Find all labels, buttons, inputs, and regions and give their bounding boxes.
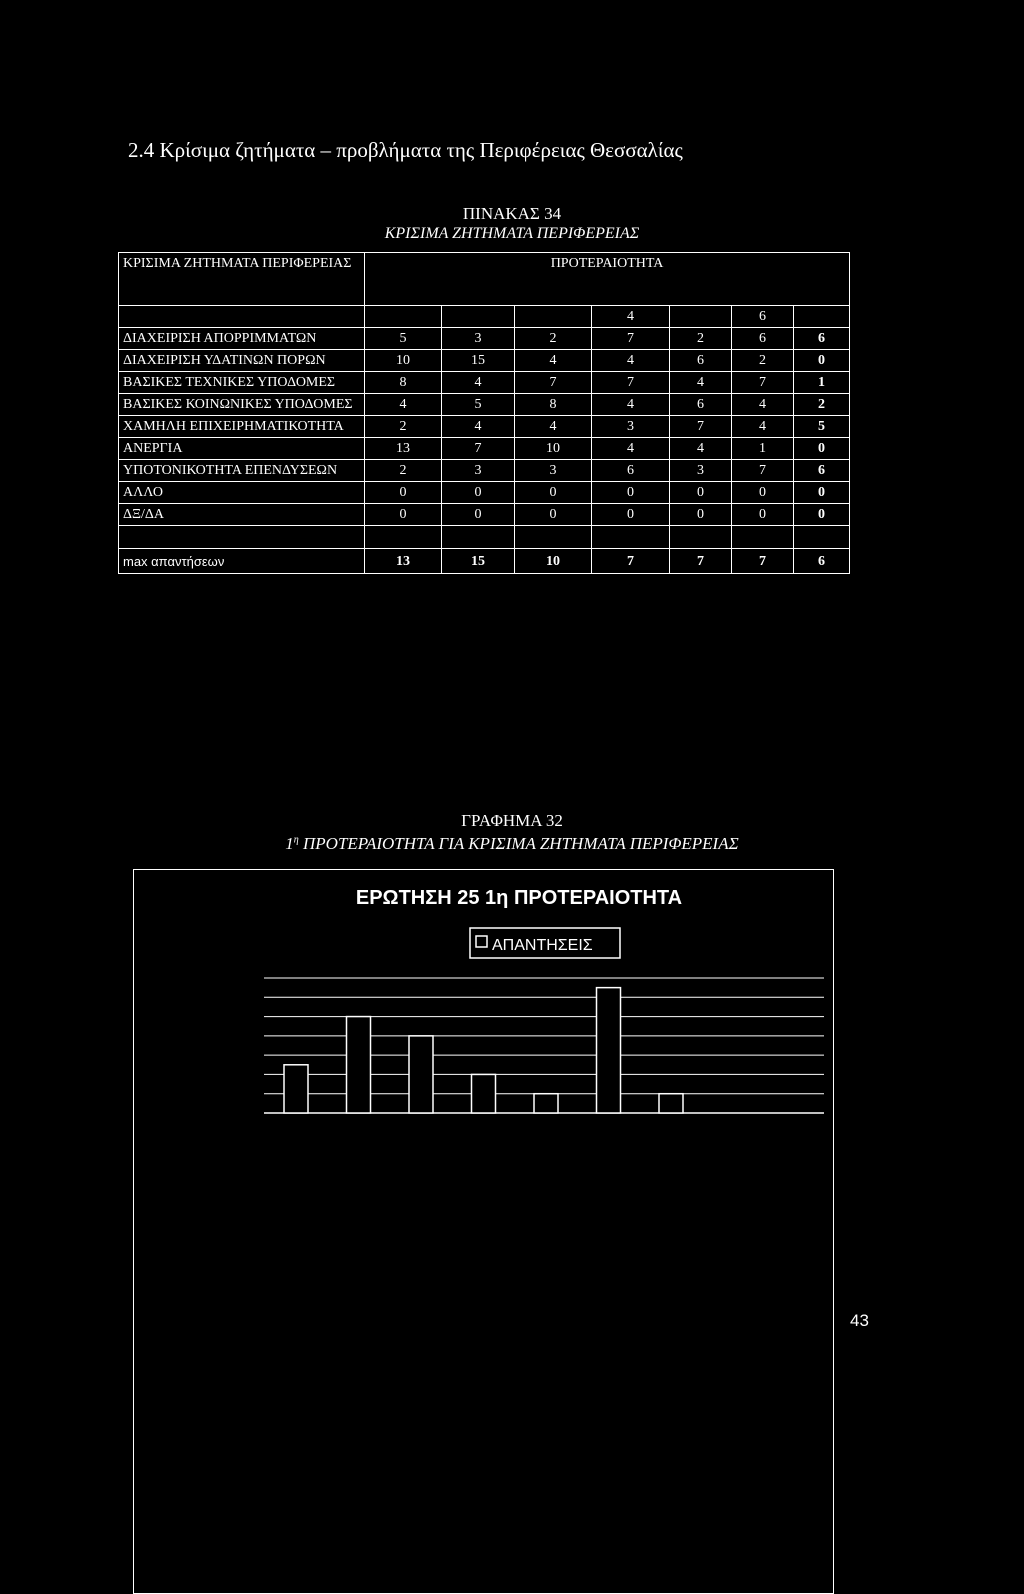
max-cell: 7: [592, 549, 670, 574]
table-row: [119, 460, 850, 482]
legend-swatch: [476, 936, 487, 947]
table-cell: 0: [592, 504, 670, 526]
table-cell: 4: [732, 416, 794, 438]
separator-cell: [515, 526, 592, 549]
table-cell: 4: [515, 416, 592, 438]
table-cell: 3: [592, 416, 670, 438]
table-cell: 2: [670, 328, 732, 350]
table-cell: 4: [442, 372, 515, 394]
table-cell: 6: [794, 328, 850, 350]
table-cell: 0: [794, 504, 850, 526]
table-header-row: [119, 253, 850, 306]
table-row: [119, 350, 850, 372]
row-label: ΑΝΕΡΓΙΑ: [119, 438, 365, 460]
column-header: [365, 306, 442, 328]
table-row: [119, 504, 850, 526]
row-label: ΒΑΣΙΚΕΣ ΚΟΙΝΩΝΙΚΕΣ ΥΠΟΔΟΜΕΣ: [119, 394, 365, 416]
row-label: ΒΑΣΙΚΕΣ ΤΕΧΝΙΚΕΣ ΥΠΟΔΟΜΕΣ: [119, 372, 365, 394]
table-cell: 13: [365, 438, 442, 460]
graph-subheading-rest: ΠΡΟΤΕΡΑΙΟΤΗΤΑ ΓΙΑ ΚΡΙΣΙΜΑ ΖΗΤΗΜΑΤΑ ΠΕΡΙΦΕΡΕΙΑΣ: [298, 834, 739, 853]
separator-cell: [794, 526, 850, 549]
column-header-row: [119, 306, 850, 328]
max-cell: 6: [794, 549, 850, 574]
row-label: ΧΑΜΗΛΗ ΕΠΙΧΕΙΡΗΜΑΤΙΚΟΤΗΤΑ: [119, 416, 365, 438]
table-cell: 0: [670, 504, 732, 526]
column-header: 6: [732, 306, 794, 328]
table-cell: 6: [794, 460, 850, 482]
table-row: [119, 416, 850, 438]
table-row: [119, 482, 850, 504]
separator-cell: [442, 526, 515, 549]
table-cell: 2: [365, 416, 442, 438]
table-row: [119, 394, 850, 416]
row-label: ΔΙΑΧΕΙΡΙΣΗ ΥΔΑΤΙΝΩΝ ΠΟΡΩΝ: [119, 350, 365, 372]
table-cell: 7: [592, 328, 670, 350]
table-cell: 3: [442, 460, 515, 482]
bar: [347, 1017, 371, 1113]
bar: [534, 1094, 558, 1113]
table-cell: 4: [592, 350, 670, 372]
table-cell: 4: [442, 416, 515, 438]
page-number: 43: [850, 1311, 869, 1330]
table-cell: 6: [670, 394, 732, 416]
column-header: [794, 306, 850, 328]
column-header: [515, 306, 592, 328]
table-cell: 3: [670, 460, 732, 482]
table-cell: 6: [732, 328, 794, 350]
table-cell: 2: [365, 460, 442, 482]
separator-row: [119, 526, 850, 549]
chart-legend: [470, 928, 620, 958]
max-cell: 13: [365, 549, 442, 574]
table-row: [119, 372, 850, 394]
table-cell: 7: [732, 460, 794, 482]
row-label: ΥΠΟΤΟΝΙΚΟΤΗΤΑ ΕΠΕΝΔΥΣΕΩΝ: [119, 460, 365, 482]
graph-subheading-prefix: 1: [285, 834, 294, 853]
row-header-cell: ΚΡΙΣΙΜΑ ΖΗΤΗΜΑΤΑ ΠΕΡΙΦΕΡΕΙΑΣ: [119, 253, 365, 306]
table-cell: 4: [592, 394, 670, 416]
table-cell: 7: [670, 416, 732, 438]
table-cell: 0: [365, 504, 442, 526]
table-cell: 2: [515, 328, 592, 350]
table-cell: 3: [515, 460, 592, 482]
table-cell: 0: [442, 482, 515, 504]
row-label: ΔΞ/ΔΑ: [119, 504, 365, 526]
separator-cell: [365, 526, 442, 549]
table-cell: 5: [365, 328, 442, 350]
max-row: [119, 549, 850, 574]
max-cell: 7: [732, 549, 794, 574]
table-cell: 4: [515, 350, 592, 372]
table-cell: 10: [365, 350, 442, 372]
table-cell: 0: [365, 482, 442, 504]
max-cell: 10: [515, 549, 592, 574]
table-cell: 7: [442, 438, 515, 460]
table-body: [119, 253, 850, 574]
column-group-header: ΠΡΟΤΕΡΑΙΟΤΗΤΑ: [365, 253, 850, 306]
table-cell: 3: [442, 328, 515, 350]
row-label: ΑΛΛΟ: [119, 482, 365, 504]
separator-cell: [732, 526, 794, 549]
table-cell: 0: [670, 482, 732, 504]
table-cell: 7: [592, 372, 670, 394]
graph-subheading: [0, 834, 1024, 854]
table-cell: 0: [515, 482, 592, 504]
table-cell: 6: [670, 350, 732, 372]
bar-chart: [134, 870, 833, 1593]
table-cell: 15: [442, 350, 515, 372]
table-cell: 4: [670, 372, 732, 394]
chart-frame: [133, 869, 834, 1594]
row-label: ΔΙΑΧΕΙΡΙΣΗ ΑΠΟΡΡΙΜΜΑΤΩΝ: [119, 328, 365, 350]
table-cell: 0: [732, 504, 794, 526]
table-cell: 6: [592, 460, 670, 482]
bar: [472, 1074, 496, 1113]
section-title: 2.4 Κρίσιμα ζητήματα – προβλήματα της Περιφέρειας Θεσσαλίας: [128, 138, 683, 162]
max-cell: 7: [670, 549, 732, 574]
bar: [597, 988, 621, 1113]
table-cell: 0: [732, 482, 794, 504]
table-subheading: ΚΡΙΣΙΜΑ ΖΗΤΗΜΑΤΑ ΠΕΡΙΦΕΡΕΙΑΣ: [384, 225, 640, 242]
table-cell: 4: [592, 438, 670, 460]
graph-subheading-sup: η: [293, 834, 299, 846]
legend-label: ΑΠΑΝΤΗΣΕΙΣ: [492, 937, 593, 954]
max-cell: 15: [442, 549, 515, 574]
table-cell: 4: [670, 438, 732, 460]
table-cell: 8: [365, 372, 442, 394]
table-cell: 5: [794, 416, 850, 438]
table-cell: 7: [732, 372, 794, 394]
column-header: [442, 306, 515, 328]
column-header: 4: [592, 306, 670, 328]
separator-cell: [119, 526, 365, 549]
table-cell: 4: [732, 394, 794, 416]
table-cell: 5: [442, 394, 515, 416]
table-cell: 10: [515, 438, 592, 460]
table-row: [119, 328, 850, 350]
table-cell: 0: [794, 350, 850, 372]
table-cell: 2: [732, 350, 794, 372]
priority-table: [118, 252, 850, 574]
graph-heading: ΓΡΑΦΗΜΑ 32: [461, 811, 563, 830]
table-cell: 0: [794, 482, 850, 504]
separator-cell: [670, 526, 732, 549]
table-cell: 4: [365, 394, 442, 416]
table-cell: 0: [592, 482, 670, 504]
separator-cell: [592, 526, 670, 549]
table-cell: 1: [794, 372, 850, 394]
table-cell: 0: [515, 504, 592, 526]
table-cell: 8: [515, 394, 592, 416]
bar: [409, 1036, 433, 1113]
table-cell: 0: [442, 504, 515, 526]
max-row-label: max απαντήσεων: [119, 549, 365, 574]
bar: [659, 1094, 683, 1113]
table-row: [119, 438, 850, 460]
bar: [284, 1065, 308, 1113]
table-cell: 2: [794, 394, 850, 416]
table-cell: 7: [515, 372, 592, 394]
table-heading: ΠΙΝΑΚΑΣ 34: [462, 204, 562, 223]
chart-title: ΕΡΩΤΗΣΗ 25 1η ΠΡΟΤΕΡΑΙΟΤΗΤΑ: [355, 887, 683, 909]
column-header: [670, 306, 732, 328]
column-header-blank: [119, 306, 365, 328]
table-cell: 0: [794, 438, 850, 460]
table-cell: 1: [732, 438, 794, 460]
